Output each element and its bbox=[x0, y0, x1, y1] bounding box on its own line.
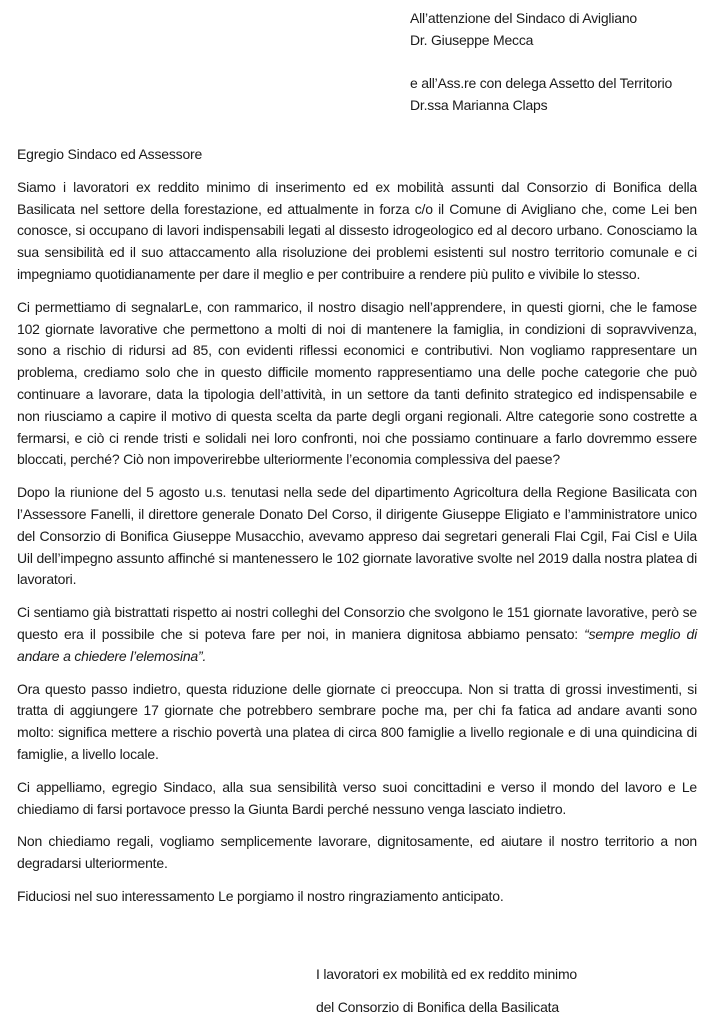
body-paragraph-1 bbox=[17, 177, 697, 286]
body-paragraph-8 bbox=[17, 886, 697, 908]
paragraph-text: Fiduciosi nel suo interessamento Le porgiamo il nostro ringraziamento anticipato. bbox=[17, 887, 504, 904]
recipient-line: Dr. Giuseppe Mecca bbox=[410, 31, 534, 48]
italic-quote: “sempre meglio di andare a chiedere l’elemosina”. bbox=[17, 625, 697, 664]
body-paragraph-3 bbox=[17, 482, 697, 591]
recipient-line-spacer bbox=[410, 52, 697, 74]
paragraph-text: Ci sentiamo già bistrattati rispetto ai nostri colleghi del Consorzio che svolgono le 151 giornate lavorative, però se questo era il possibile che si poteva fare per noi, in maniera dignitosa abbiamo pensato: bbox=[17, 604, 697, 642]
paragraph-text: Ci permettiamo di segnalarLe, con rammarico, il nostro disagio nell’apprendere, in questi giorni, che le famose 102 giornate lavorative che permettono a molti di noi di mantenere la famiglia, in condizioni di sopravvivenza, sono a rischio di ridursi ad 85, con evidenti riflessi economici e contributivi. Non vogliamo rappresentare un problema, crediamo solo che in questo difficile momento rappresentiamo una delle poche categorie che può continuare a lavorare, data la tipologia dell’attività, in un settore da tanti definito strategico ed indispensabile e non riusciamo a capire il motivo di questa scelta da parte degli organi regionali. Altre categorie sono costrette a fermarsi, e ciò ci rende tristi e solidali nei loro confronti, noi che possiamo continuare a farlo dovremmo essere bloccati, perché? Ciò non impoverirebbe ulteriormente l’economia complessiva del paese? bbox=[17, 298, 697, 468]
body-paragraph-6 bbox=[17, 777, 697, 821]
recipient-line: e all’Ass.re con delega Assetto del Territorio bbox=[410, 75, 673, 92]
signature-block bbox=[316, 964, 697, 1019]
signature-line: del Consorzio di Bonifica della Basilicata bbox=[316, 999, 559, 1016]
body-paragraph-7 bbox=[17, 831, 697, 875]
body-paragraph-5 bbox=[17, 679, 697, 766]
recipient-line: Dr.ssa Marianna Claps bbox=[410, 97, 548, 114]
body-paragraph-4 bbox=[17, 602, 697, 667]
paragraph-text: Siamo i lavoratori ex reddito minimo di inserimento ed ex mobilità assunti dal Consorzio di Bonifica della Basilicata nel settore della forestazione, ed attualmente in forza c/o il Comune di Avigliano che, come Lei ben conosce, si occupano di lavori indispensabili legati al dissesto idrogeologico ed al decoro urbano. Conosciamo la sua sensibilità ed il suo attaccamento alla risoluzione dei problemi esistenti sul nostro territorio comunale e ci impegniamo quotidianamente per dare il meglio e per contribuire a rendere più pulito e vivibile lo stesso. bbox=[17, 178, 697, 282]
salutation: Egregio Sindaco ed Assessore bbox=[17, 145, 203, 162]
body-paragraph-2 bbox=[17, 297, 697, 471]
signature-line: I lavoratori ex mobilità ed ex reddito minimo bbox=[316, 965, 578, 982]
paragraph-text: Non chiediamo regali, vogliamo semplicemente lavorare, dignitosamente, ed aiutare il nostro territorio a non degradarsi ulteriormente. bbox=[17, 833, 697, 872]
paragraph-text: Ci appelliamo, egregio Sindaco, alla sua sensibilità verso suoi concittadini e verso il mondo del lavoro e Le chiediamo di farsi portavoce presso la Giunta Bardi perché nessuno venga lasciato indietro. bbox=[17, 778, 697, 817]
recipient-line: All’attenzione del Sindaco di Avigliano bbox=[410, 10, 637, 26]
paragraph-text: Dopo la riunione del 5 agosto u.s. tenutasi nella sede del dipartimento Agricoltura della Regione Basilicata con l’Assessore Fanelli, il direttore generale Donato Del Corso, il dirigente Giuseppe Eligiato e l’amministratore unico del Consorzio di Bonifica Giuseppe Musacchio, avevamo appreso dai segretari generali Flai Cgil, Fai Cisl e Uila Uil dell’impegno assunto affinché si mantenessero le 102 giornate lavorative svolte nel 2019 dalla nostra platea di lavoratori. bbox=[17, 484, 697, 588]
recipient-block bbox=[410, 8, 697, 117]
paragraph-text: Ora questo passo indietro, questa riduzione delle giornate ci preoccupa. Non si tratta di grossi investimenti, si tratta di aggiungere 17 giornate che potrebbero sembrare poche ma, per chi fa fatica ad andare avanti sono molto: significa mettere a rischio povertà una platea di circa 800 famiglie a livello regionale e di una quindicina di famiglie, a livello locale. bbox=[17, 680, 697, 762]
